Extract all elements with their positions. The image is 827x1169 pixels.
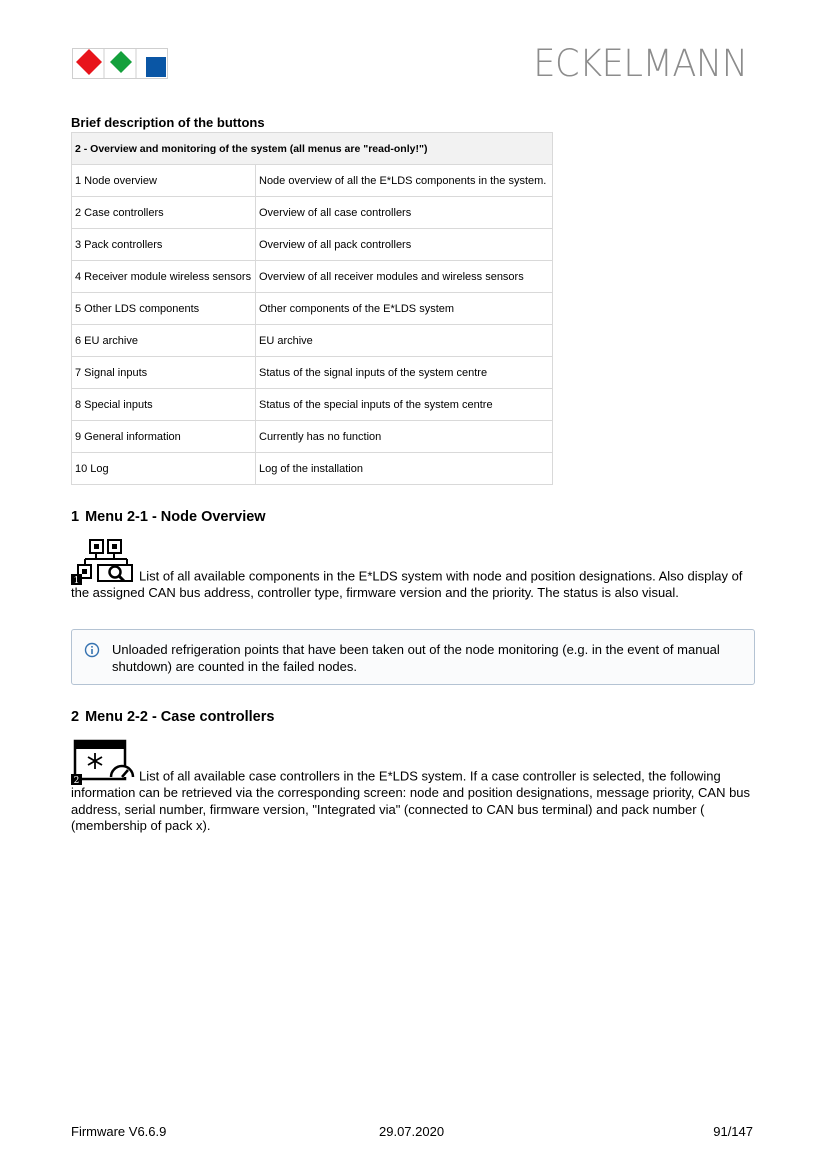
case-controller-icon (71, 739, 135, 785)
button-name: 9 General information (72, 421, 256, 453)
section-2-paragraph (71, 739, 761, 835)
button-description: Overview of all receiver modules and wireless sensors (256, 261, 553, 293)
footer-firmware: Firmware V6.6.9 (71, 1124, 167, 1139)
button-description: Currently has no function (256, 421, 553, 453)
info-note-text: Unloaded refrigeration points that have been taken out of the node monitoring (e.g. in the event of manual shutdown) are counted in the failed nodes. (112, 642, 720, 674)
button-name: 8 Special inputs (72, 389, 256, 421)
section-1-title: Menu 2-1 - Node Overview (85, 509, 266, 525)
button-description: EU archive (256, 325, 553, 357)
table-row (72, 453, 553, 485)
buttons-section-title: Brief description of the buttons (71, 115, 265, 130)
section-2-heading (71, 709, 274, 725)
button-name: 5 Other LDS components (72, 293, 256, 325)
case-controller-icon-badge: 2 (73, 776, 80, 785)
button-description: Node overview of all the E*LDS components in the system. (256, 165, 553, 197)
section-2-title: Menu 2-2 - Case controllers (85, 709, 275, 725)
button-description: Overview of all case controllers (256, 197, 553, 229)
red-diamond (76, 49, 102, 75)
footer-page-number: 91/147 (713, 1124, 753, 1139)
node-overview-icon-badge: 1 (73, 576, 80, 585)
table-row (72, 421, 553, 453)
table-header: 2 - Overview and monitoring of the system (all menus are "read-only!") (72, 133, 553, 165)
info-icon (84, 642, 100, 658)
button-name: 7 Signal inputs (72, 357, 256, 389)
table-row (72, 229, 553, 261)
footer-date: 29.07.2020 (379, 1124, 445, 1139)
section-1-heading (71, 509, 266, 525)
info-note (71, 629, 755, 685)
node-overview-icon (71, 539, 135, 585)
table-row (72, 357, 553, 389)
button-description: Other components of the E*LDS system (256, 293, 553, 325)
button-description: Status of the signal inputs of the system centre (256, 357, 553, 389)
button-name: 1 Node overview (72, 165, 256, 197)
button-name: 3 Pack controllers (72, 229, 256, 261)
button-name: 4 Receiver module wireless sensors (72, 261, 256, 293)
green-diamond (110, 51, 132, 73)
section-2-text: List of all available case controllers in the E*LDS system. If a case controller is selected, the following information can be retrieved via the corresponding screen: node and position designations, message priority, CAN bus address, serial number, firmware version, "Integrated via" (connected to CAN bus terminal) and pack number ( (membership of pack x). (71, 768, 751, 833)
section-1-paragraph (71, 539, 761, 602)
section-1-text: List of all available components in the E*LDS system with node and position designations. Also display of the assigned CAN bus address, controller type, firmware version and the priority. The status is also visual. (71, 568, 743, 600)
blue-square (146, 57, 166, 77)
table-row (72, 389, 553, 421)
button-name: 2 Case controllers (72, 197, 256, 229)
table-row (72, 325, 553, 357)
section-1-number: 1 (71, 509, 80, 525)
table-row (72, 197, 553, 229)
button-description: Status of the special inputs of the system centre (256, 389, 553, 421)
table-row (72, 293, 553, 325)
brand-wordmark: ECKELMANN (533, 42, 748, 85)
table-row (72, 165, 553, 197)
eckelmann-logo (72, 46, 168, 80)
section-2-number: 2 (71, 709, 80, 725)
button-description: Log of the installation (256, 453, 553, 485)
button-name: 10 Log (72, 453, 256, 485)
button-description: Overview of all pack controllers (256, 229, 553, 261)
button-name: 6 EU archive (72, 325, 256, 357)
buttons-table (71, 132, 553, 485)
table-row (72, 261, 553, 293)
